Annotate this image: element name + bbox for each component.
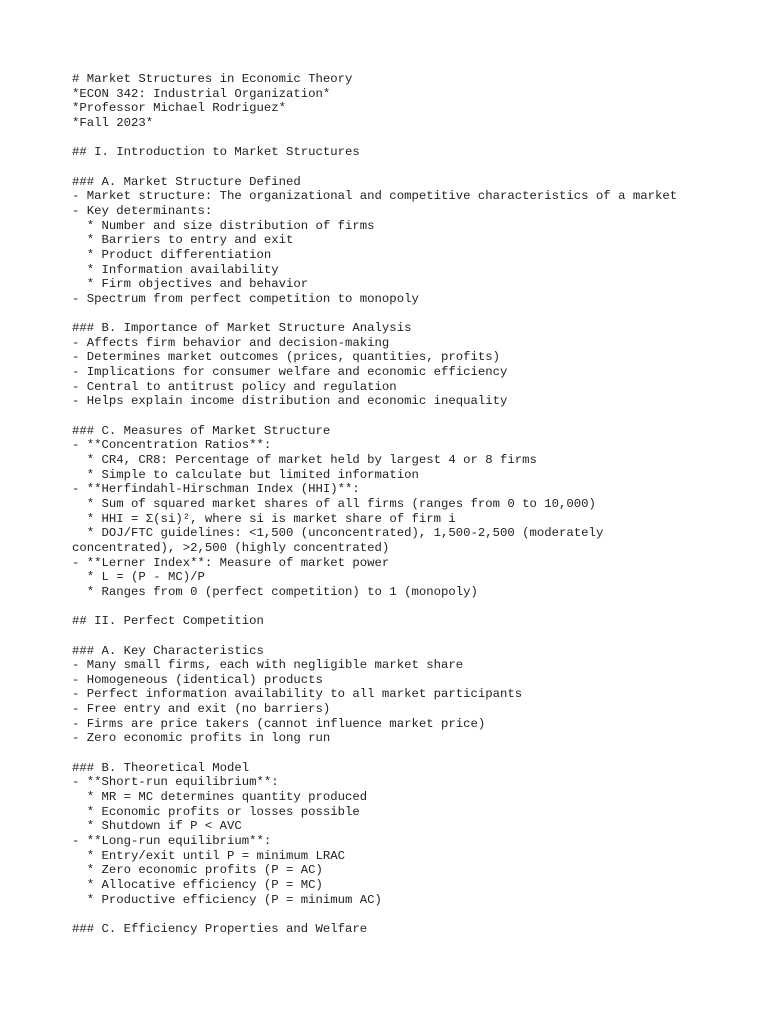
subsection-heading: ### A. Market Structure Defined xyxy=(72,174,301,189)
sub-bullet-item: * Ranges from 0 (perfect competition) to 1 (monopoly) xyxy=(72,584,478,599)
document-body xyxy=(72,72,732,937)
sub-bullet-item: * L = (P - MC)/P xyxy=(72,570,205,585)
sub-bullet-item: * Economic profits or losses possible xyxy=(72,804,360,819)
bullet-item: - Zero economic profits in long run xyxy=(72,731,331,746)
subsection-heading: ### A. Key Characteristics xyxy=(72,643,264,658)
bullet-item: - Key determinants: xyxy=(72,203,213,218)
sub-bullet-item: * Firm objectives and behavior xyxy=(72,277,309,292)
bullet-item: - Helps explain income distribution and economic inequality xyxy=(72,394,508,409)
subsection-heading: ### B. Theoretical Model xyxy=(72,760,250,775)
subsection-heading: ### C. Efficiency Properties and Welfare xyxy=(72,921,368,936)
sub-bullet-item: * Information availability xyxy=(72,262,279,277)
blank-line xyxy=(72,907,732,922)
sub-bullet-item: * Barriers to entry and exit xyxy=(72,233,294,248)
sub-bullet-item: * Shutdown if P < AVC xyxy=(72,819,242,834)
bullet-item: - Central to antitrust policy and regulation xyxy=(72,379,397,394)
bullet-item: - **Lerner Index**: Measure of market power xyxy=(72,555,390,570)
section-heading: ## II. Perfect Competition xyxy=(72,614,264,629)
text-line: concentrated), >2,500 (highly concentrated) xyxy=(72,540,390,555)
blank-line xyxy=(72,746,732,761)
section-heading: ## I. Introduction to Market Structures xyxy=(72,145,360,160)
sub-bullet-item: * Number and size distribution of firms xyxy=(72,218,375,233)
blank-line xyxy=(72,600,732,615)
bullet-item: - Market structure: The organizational and competitive characteristics of a market xyxy=(72,189,678,204)
text-line: *Fall 2023* xyxy=(72,115,154,130)
sub-bullet-item: * Zero economic profits (P = AC) xyxy=(72,863,323,878)
sub-bullet-item: * Sum of squared market shares of all firms (ranges from 0 to 10,000) xyxy=(72,496,596,511)
sub-bullet-item: * CR4, CR8: Percentage of market held by largest 4 or 8 firms xyxy=(72,453,537,467)
text-line: *ECON 342: Industrial Organization* xyxy=(72,86,331,101)
sub-bullet-item: * Entry/exit until P = minimum LRAC xyxy=(72,848,346,863)
blank-line xyxy=(72,306,732,321)
document-title: # Market Structures in Economic Theory xyxy=(72,72,353,86)
bullet-item: - Homogeneous (identical) products xyxy=(72,672,323,687)
bullet-item: - Free entry and exit (no barriers) xyxy=(72,702,331,717)
sub-bullet-item: * Productive efficiency (P = minimum AC) xyxy=(72,892,382,907)
subsection-heading: ### C. Measures of Market Structure xyxy=(72,423,331,438)
bullet-item: - **Herfindahl-Hirschman Index (HHI)**: xyxy=(72,482,360,497)
text-line: *Professor Michael Rodriguez* xyxy=(72,101,287,116)
blank-line xyxy=(72,160,732,175)
bullet-item: - Affects firm behavior and decision-making xyxy=(72,335,390,350)
sub-bullet-item: * MR = MC determines quantity produced xyxy=(72,790,368,805)
bullet-item: - **Long-run equilibrium**: xyxy=(72,834,272,849)
sub-bullet-item: * DOJ/FTC guidelines: <1,500 (unconcentrated), 1,500-2,500 (moderately xyxy=(72,526,604,541)
bullet-item: - Many small firms, each with negligible market share xyxy=(72,658,464,673)
subsection-heading: ### B. Importance of Market Structure Analysis xyxy=(72,321,412,336)
bullet-item: - Perfect information availability to all market participants xyxy=(72,687,523,702)
bullet-item: - Spectrum from perfect competition to monopoly xyxy=(72,291,419,306)
sub-bullet-item: * Simple to calculate but limited information xyxy=(72,467,419,482)
sub-bullet-item: * HHI = Σ(si)², where si is market share of firm i xyxy=(72,511,456,526)
blank-line xyxy=(72,409,732,424)
sub-bullet-item: * Product differentiation xyxy=(72,247,272,262)
sub-bullet-item: * Allocative efficiency (P = MC) xyxy=(72,877,323,892)
blank-line xyxy=(72,131,732,146)
bullet-item: - **Concentration Ratios**: xyxy=(72,438,272,453)
blank-line xyxy=(72,629,732,644)
bullet-item: - Implications for consumer welfare and economic efficiency xyxy=(72,365,508,380)
bullet-item: - Firms are price takers (cannot influence market price) xyxy=(72,716,486,731)
bullet-item: - Determines market outcomes (prices, quantities, profits) xyxy=(72,350,501,365)
bullet-item: - **Short-run equilibrium**: xyxy=(72,775,279,790)
